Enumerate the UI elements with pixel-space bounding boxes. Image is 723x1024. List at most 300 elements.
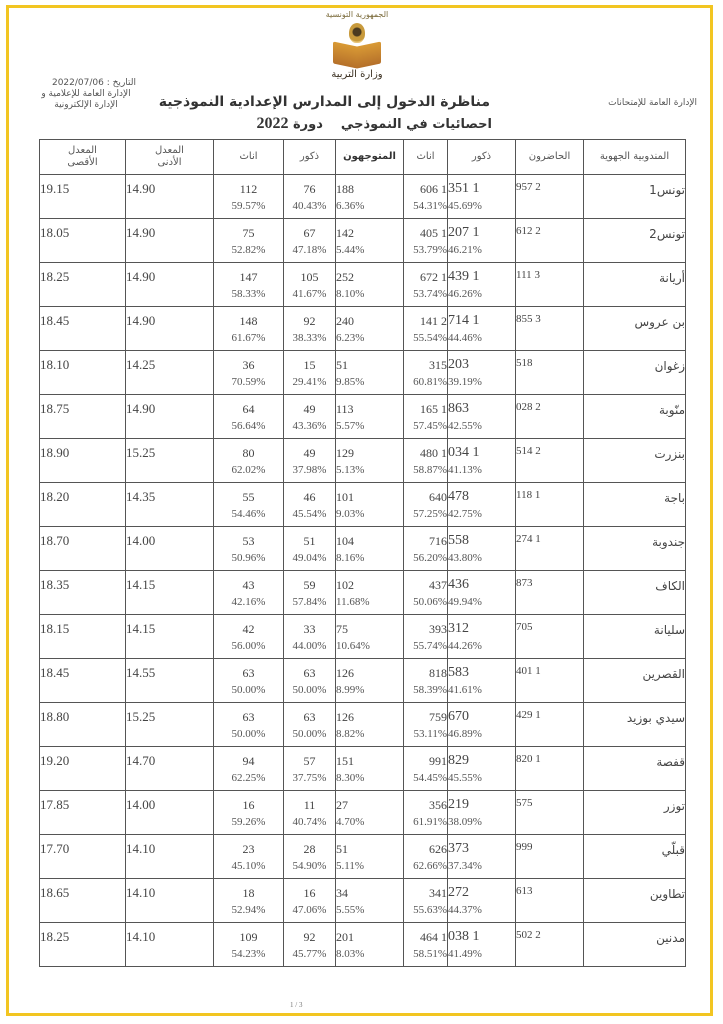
o-females-pct-value: 52.82% — [231, 244, 266, 256]
oriented-females-cell — [214, 307, 284, 351]
males-pct-value: 46.21% — [448, 244, 482, 256]
present-cell — [516, 307, 584, 351]
table-row — [40, 835, 686, 879]
min-avg-value: 14.25 — [126, 357, 156, 372]
males-pct-value: 45.55% — [448, 772, 482, 784]
oriented-pct-value: 9.03% — [336, 508, 365, 520]
header-oriented-males: ذكور — [284, 140, 336, 175]
dept-left-line1: الإدارة العامة للإعلامية و — [41, 89, 131, 99]
max-avg-value: 19.15 — [40, 181, 70, 196]
oriented-males-cell — [284, 571, 336, 615]
females-pct-value: 50.06% — [413, 596, 447, 608]
o-males-value: 11 — [303, 798, 316, 812]
min-avg-value: 14.90 — [126, 269, 156, 284]
max-avg-value: 18.90 — [40, 445, 70, 460]
males-pct-value: 46.26% — [448, 288, 482, 300]
o-males-pct-value: 37.98% — [292, 464, 327, 476]
oriented-value: 126 — [336, 710, 354, 724]
present-cell — [516, 879, 584, 923]
o-males-value: 33 — [303, 622, 316, 636]
region-cell — [584, 923, 686, 967]
present-value: 2 028 — [516, 401, 541, 413]
males-cell — [448, 175, 516, 219]
max-avg-value: 18.45 — [40, 665, 70, 680]
region-value: سليانة — [653, 623, 685, 637]
min-avg-cell — [126, 923, 214, 967]
region-cell — [584, 835, 686, 879]
present-value: 3 111 — [516, 269, 540, 281]
oriented-value: 240 — [336, 314, 354, 328]
females-cell — [404, 703, 448, 747]
max-avg-cell — [40, 571, 126, 615]
max-avg-cell — [40, 659, 126, 703]
females-pct-value: 57.45% — [413, 420, 447, 432]
table-row — [40, 571, 686, 615]
table-row — [40, 527, 686, 571]
oriented-value: 34 — [336, 886, 348, 900]
oriented-males-cell — [284, 527, 336, 571]
males-pct-value: 43.80% — [448, 552, 482, 564]
table-row — [40, 439, 686, 483]
oriented-value: 75 — [336, 622, 348, 636]
females-value: 640 — [429, 490, 447, 504]
min-avg-cell — [126, 791, 214, 835]
females-pct-value: 58.51% — [413, 948, 447, 960]
max-avg-cell — [40, 263, 126, 307]
subtitle-text: احصائيات في النموذجي — [340, 117, 492, 132]
males-cell — [448, 483, 516, 527]
o-males-pct-value: 38.33% — [292, 332, 327, 344]
females-pct-value: 53.74% — [413, 288, 447, 300]
oriented-males-cell — [284, 923, 336, 967]
region-value: بنزرت — [654, 447, 685, 461]
max-avg-cell — [40, 395, 126, 439]
oriented-pct-value: 9.85% — [336, 376, 365, 388]
females-value: 1 672 — [420, 270, 447, 284]
o-females-value: 43 — [242, 578, 255, 592]
max-avg-cell — [40, 439, 126, 483]
o-females-pct-value: 61.67% — [231, 332, 266, 344]
max-avg-cell — [40, 615, 126, 659]
present-cell — [516, 615, 584, 659]
oriented-females-cell — [214, 791, 284, 835]
min-avg-cell — [126, 747, 214, 791]
header-region: المندوبية الجهوية — [584, 140, 686, 175]
present-cell — [516, 351, 584, 395]
males-pct-value: 46.89% — [448, 728, 482, 740]
females-cell — [404, 659, 448, 703]
males-value: 583 — [448, 665, 469, 680]
o-males-value: 92 — [303, 930, 316, 944]
date-value: 2022/07/06 — [51, 78, 104, 88]
oriented-males-cell — [284, 791, 336, 835]
present-cell — [516, 175, 584, 219]
max-avg-cell — [40, 175, 126, 219]
present-cell — [516, 483, 584, 527]
oriented-pct-value: 4.70% — [336, 816, 365, 828]
table-header-row — [40, 140, 686, 175]
females-pct-value: 60.81% — [413, 376, 447, 388]
region-cell — [584, 703, 686, 747]
o-males-pct-value: 50.00% — [292, 684, 327, 696]
o-females-pct-value: 52.94% — [231, 904, 266, 916]
males-cell — [448, 219, 516, 263]
min-avg-value: 14.90 — [126, 181, 156, 196]
min-avg-value: 14.10 — [126, 841, 156, 856]
republic-label: الجمهورية التونسية — [325, 10, 389, 19]
o-females-value: 23 — [242, 842, 255, 856]
males-cell — [448, 703, 516, 747]
max-avg-value: 18.10 — [40, 357, 70, 372]
max-avg-value: 17.85 — [40, 797, 70, 812]
males-value: 1 714 — [448, 313, 480, 328]
oriented-cell — [336, 527, 404, 571]
o-males-value: 15 — [303, 358, 316, 372]
min-avg-cell — [126, 835, 214, 879]
region-cell — [584, 395, 686, 439]
o-females-value: 63 — [242, 666, 255, 680]
max-avg-value: 18.70 — [40, 533, 70, 548]
oriented-cell — [336, 307, 404, 351]
table-row — [40, 395, 686, 439]
females-value: 437 — [429, 578, 447, 592]
oriented-pct-value: 6.23% — [336, 332, 365, 344]
max-avg-cell — [40, 747, 126, 791]
o-males-pct-value: 50.00% — [292, 728, 327, 740]
males-cell — [448, 439, 516, 483]
present-cell — [516, 923, 584, 967]
o-males-pct-value: 57.84% — [292, 596, 327, 608]
header-oriented-females: اناث — [214, 140, 284, 175]
oriented-females-cell — [214, 703, 284, 747]
oriented-males-cell — [284, 219, 336, 263]
session-year: 2022 — [256, 115, 289, 132]
males-value: 863 — [448, 401, 469, 416]
present-value: 999 — [516, 841, 533, 853]
statistics-table — [39, 139, 686, 967]
females-value: 991 — [429, 754, 447, 768]
o-females-pct-value: 56.64% — [231, 420, 266, 432]
max-avg-value: 18.45 — [40, 313, 70, 328]
o-males-pct-value: 54.90% — [292, 860, 327, 872]
o-males-value: 57 — [303, 754, 316, 768]
males-cell — [448, 791, 516, 835]
header-min-avg-line1: المعدل — [155, 145, 184, 156]
min-avg-value: 14.10 — [126, 885, 156, 900]
o-males-value: 16 — [303, 886, 316, 900]
o-males-value: 67 — [303, 226, 316, 240]
table-row — [40, 263, 686, 307]
oriented-pct-value: 6.36% — [336, 200, 365, 212]
region-cell — [584, 527, 686, 571]
males-value: 670 — [448, 709, 469, 724]
o-males-pct-value: 45.54% — [292, 508, 327, 520]
females-value: 356 — [429, 798, 447, 812]
oriented-females-cell — [214, 615, 284, 659]
oriented-females-cell — [214, 527, 284, 571]
females-pct-value: 55.74% — [413, 640, 447, 652]
males-cell — [448, 571, 516, 615]
females-value: 393 — [429, 622, 447, 636]
max-avg-value: 18.25 — [40, 929, 70, 944]
region-cell — [584, 571, 686, 615]
males-cell — [448, 923, 516, 967]
o-males-pct-value: 44.00% — [292, 640, 327, 652]
o-males-value: 63 — [303, 666, 316, 680]
o-males-value: 28 — [303, 842, 316, 856]
oriented-pct-value: 11.68% — [336, 596, 370, 608]
o-females-value: 64 — [242, 402, 255, 416]
males-cell — [448, 835, 516, 879]
region-cell — [584, 263, 686, 307]
o-females-value: 148 — [239, 314, 258, 328]
females-cell — [404, 263, 448, 307]
males-pct-value: 41.49% — [448, 948, 482, 960]
min-avg-cell — [126, 307, 214, 351]
males-pct-value: 44.46% — [448, 332, 482, 344]
dept-right: الإدارة العامة للإمتحانات — [608, 98, 697, 108]
males-pct-value: 45.69% — [448, 200, 482, 212]
o-females-pct-value: 56.00% — [231, 640, 266, 652]
oriented-females-cell — [214, 483, 284, 527]
oriented-cell — [336, 395, 404, 439]
oriented-males-cell — [284, 351, 336, 395]
present-cell — [516, 703, 584, 747]
min-avg-value: 14.15 — [126, 621, 156, 636]
min-avg-value: 14.15 — [126, 577, 156, 592]
males-value: 203 — [448, 357, 469, 372]
oriented-value: 126 — [336, 666, 354, 680]
males-value: 436 — [448, 577, 469, 592]
males-value: 272 — [448, 885, 469, 900]
oriented-cell — [336, 835, 404, 879]
males-value: 373 — [448, 841, 469, 856]
max-avg-value: 17.70 — [40, 841, 70, 856]
o-females-value: 42 — [242, 622, 255, 636]
oriented-value: 252 — [336, 270, 354, 284]
females-pct-value: 57.25% — [413, 508, 447, 520]
o-males-value: 46 — [303, 490, 316, 504]
females-cell — [404, 571, 448, 615]
females-value: 1 165 — [420, 402, 447, 416]
o-females-value: 53 — [242, 534, 255, 548]
max-avg-value: 18.25 — [40, 269, 70, 284]
region-cell — [584, 659, 686, 703]
max-avg-cell — [40, 835, 126, 879]
present-value: 705 — [516, 621, 533, 633]
date-row — [36, 78, 136, 89]
header-oriented: المتوجهون — [336, 140, 404, 175]
present-value: 575 — [516, 797, 533, 809]
min-avg-cell — [126, 483, 214, 527]
o-females-pct-value: 54.46% — [231, 508, 266, 520]
present-value: 2 502 — [516, 929, 541, 941]
max-avg-value: 18.65 — [40, 885, 70, 900]
oriented-pct-value: 8.82% — [336, 728, 365, 740]
date-label: التاريخ : — [106, 78, 136, 88]
min-avg-value: 14.90 — [126, 313, 156, 328]
females-cell — [404, 175, 448, 219]
table-row — [40, 175, 686, 219]
o-males-pct-value: 29.41% — [292, 376, 327, 388]
min-avg-cell — [126, 351, 214, 395]
females-pct-value: 54.31% — [413, 200, 447, 212]
females-cell — [404, 615, 448, 659]
females-cell — [404, 747, 448, 791]
o-females-value: 94 — [242, 754, 255, 768]
present-value: 873 — [516, 577, 533, 589]
region-cell — [584, 747, 686, 791]
females-value: 1 405 — [420, 226, 447, 240]
min-avg-value: 14.00 — [126, 797, 156, 812]
oriented-cell — [336, 923, 404, 967]
header-present: الحاضرون — [516, 140, 584, 175]
region-value: توزر — [663, 799, 685, 813]
table-row — [40, 879, 686, 923]
o-males-value: 105 — [300, 270, 319, 284]
females-cell — [404, 791, 448, 835]
males-pct-value: 37.34% — [448, 860, 482, 872]
max-avg-value: 18.75 — [40, 401, 70, 416]
oriented-females-cell — [214, 219, 284, 263]
oriented-value: 142 — [336, 226, 354, 240]
min-avg-cell — [126, 659, 214, 703]
region-value: مدنين — [656, 931, 685, 945]
oriented-females-cell — [214, 835, 284, 879]
males-value: 312 — [448, 621, 469, 636]
females-cell — [404, 307, 448, 351]
region-value: بن عروس — [634, 315, 685, 329]
o-females-pct-value: 59.57% — [231, 200, 266, 212]
o-females-value: 16 — [242, 798, 255, 812]
o-males-pct-value: 47.06% — [292, 904, 327, 916]
min-avg-cell — [126, 439, 214, 483]
o-males-value: 59 — [303, 578, 316, 592]
present-cell — [516, 439, 584, 483]
oriented-cell — [336, 703, 404, 747]
o-males-pct-value: 37.75% — [292, 772, 327, 784]
table-row — [40, 747, 686, 791]
o-females-value: 112 — [239, 182, 258, 196]
present-value: 613 — [516, 885, 533, 897]
oriented-males-cell — [284, 703, 336, 747]
present-cell — [516, 219, 584, 263]
present-value: 2 612 — [516, 225, 541, 237]
males-cell — [448, 395, 516, 439]
min-avg-cell — [126, 395, 214, 439]
oriented-cell — [336, 571, 404, 615]
o-females-value: 75 — [242, 226, 255, 240]
oriented-males-cell — [284, 439, 336, 483]
oriented-pct-value: 8.10% — [336, 288, 365, 300]
present-cell — [516, 395, 584, 439]
table-row — [40, 615, 686, 659]
males-pct-value: 41.13% — [448, 464, 482, 476]
header-females: اناث — [404, 140, 448, 175]
males-cell — [448, 659, 516, 703]
oriented-cell — [336, 175, 404, 219]
oriented-females-cell — [214, 879, 284, 923]
o-males-pct-value: 49.04% — [292, 552, 327, 564]
oriented-males-cell — [284, 879, 336, 923]
min-avg-value: 14.90 — [126, 401, 156, 416]
region-value: قفصة — [656, 755, 685, 769]
o-males-pct-value: 47.18% — [292, 244, 327, 256]
region-value: تونس2 — [649, 227, 685, 241]
oriented-males-cell — [284, 615, 336, 659]
o-females-pct-value: 50.00% — [231, 684, 266, 696]
females-value: 759 — [429, 710, 447, 724]
present-cell — [516, 571, 584, 615]
present-value: 3 855 — [516, 313, 541, 325]
oriented-pct-value: 8.16% — [336, 552, 365, 564]
left-header — [36, 78, 136, 111]
oriented-females-cell — [214, 175, 284, 219]
males-value: 1 351 — [448, 181, 480, 196]
region-value: أريانة — [659, 271, 685, 285]
o-females-value: 109 — [239, 930, 258, 944]
max-avg-value: 18.80 — [40, 709, 70, 724]
oriented-pct-value: 5.57% — [336, 420, 365, 432]
males-pct-value: 44.37% — [448, 904, 482, 916]
oriented-pct-value: 5.13% — [336, 464, 365, 476]
oriented-females-cell — [214, 571, 284, 615]
region-value: القصرين — [642, 667, 685, 681]
present-value: 2 957 — [516, 181, 541, 193]
females-pct-value: 62.66% — [413, 860, 447, 872]
oriented-cell — [336, 219, 404, 263]
seal-icon — [349, 23, 365, 43]
oriented-males-cell — [284, 307, 336, 351]
females-pct-value: 55.63% — [413, 904, 447, 916]
region-value: منّوبة — [658, 403, 685, 417]
region-cell — [584, 615, 686, 659]
oriented-cell — [336, 615, 404, 659]
males-cell — [448, 263, 516, 307]
min-avg-cell — [126, 219, 214, 263]
females-cell — [404, 395, 448, 439]
oriented-cell — [336, 879, 404, 923]
o-males-pct-value: 45.77% — [292, 948, 327, 960]
females-cell — [404, 527, 448, 571]
oriented-females-cell — [214, 747, 284, 791]
oriented-females-cell — [214, 439, 284, 483]
region-value: تونس1 — [649, 183, 685, 197]
o-females-value: 63 — [242, 710, 255, 724]
females-pct-value: 56.20% — [413, 552, 447, 564]
dept-left-line2: الإدارة الإلكترونية — [54, 100, 118, 110]
present-cell — [516, 263, 584, 307]
header-max-avg-line2: الأقصى — [67, 157, 98, 168]
o-females-value: 147 — [239, 270, 258, 284]
females-value: 341 — [429, 886, 447, 900]
o-females-pct-value: 45.10% — [231, 860, 266, 872]
females-value: 315 — [429, 358, 447, 372]
present-value: 1 429 — [516, 709, 541, 721]
females-cell — [404, 439, 448, 483]
o-males-pct-value: 40.43% — [292, 200, 327, 212]
females-cell — [404, 835, 448, 879]
oriented-males-cell — [284, 483, 336, 527]
session-label: دورة — [293, 117, 323, 132]
oriented-cell — [336, 659, 404, 703]
males-cell — [448, 351, 516, 395]
max-avg-cell — [40, 307, 126, 351]
max-avg-cell — [40, 923, 126, 967]
max-avg-cell — [40, 791, 126, 835]
region-value: تطاوين — [649, 887, 685, 901]
females-pct-value: 58.87% — [413, 464, 447, 476]
